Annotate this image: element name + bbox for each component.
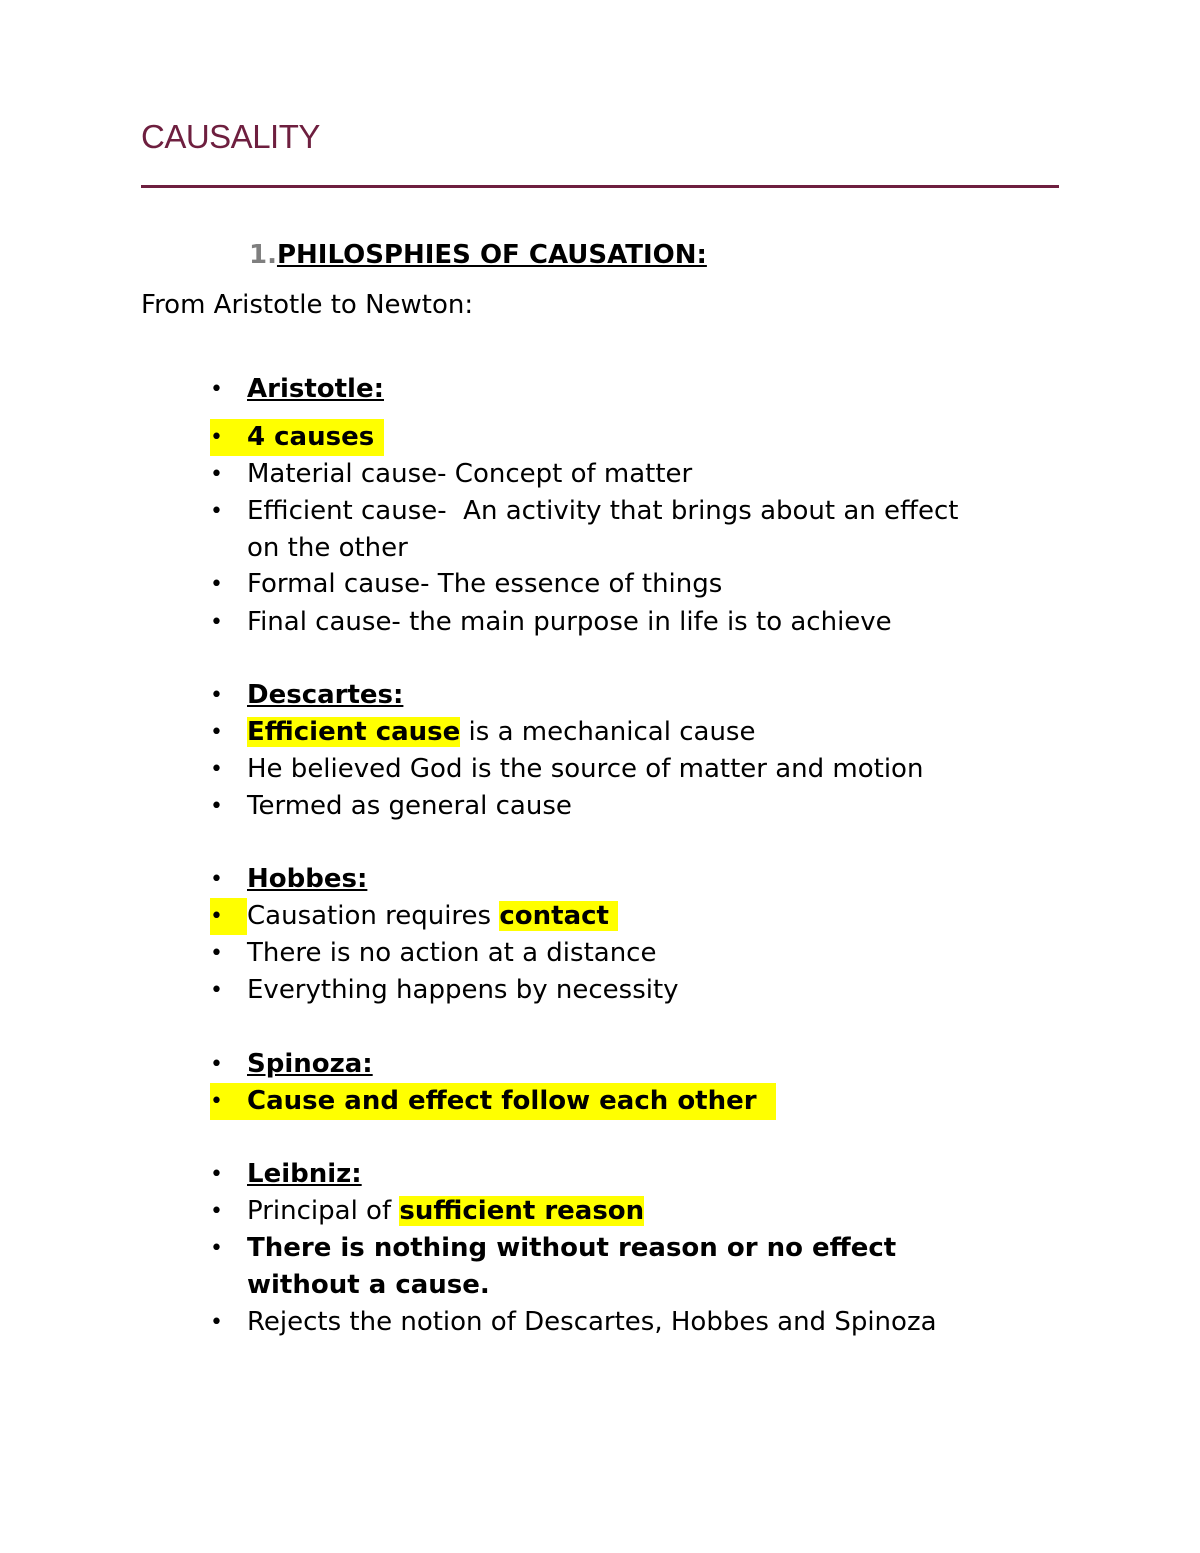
item-text-line: Efficient cause- An activity that brings about an effect: [247, 496, 959, 526]
item-text: [247, 493, 958, 567]
bullet-icon: •: [210, 377, 223, 402]
bullet-icon: •: [210, 1310, 223, 1335]
bullet-icon: •: [210, 1199, 223, 1224]
bullet-icon: •: [210, 499, 223, 524]
item-text: Final cause- the main purpose in life is to achieve: [247, 607, 892, 637]
list-item: [210, 1046, 373, 1083]
item-text: [247, 1230, 896, 1304]
section-title: PHILOSPHIES OF CAUSATION:: [276, 240, 707, 270]
item-text: Rejects the notion of Descartes, Hobbes and Spinoza: [247, 1307, 937, 1337]
bullet-icon: •: [210, 1052, 223, 1077]
bullet-icon: •: [210, 572, 223, 597]
list-item: [210, 1083, 776, 1120]
list-item: [210, 604, 892, 641]
bullet-icon: •: [210, 610, 223, 635]
list-item: [210, 1230, 896, 1304]
list-item: [210, 371, 384, 408]
bullet-icon: •: [210, 898, 247, 935]
bullet-icon: •: [210, 978, 223, 1003]
item-text-line: There is nothing without reason or no effect: [247, 1233, 897, 1263]
item-text-rest: is a mechanical cause: [460, 717, 756, 747]
bullet-icon: •: [210, 867, 223, 892]
bullet-icon: •: [210, 720, 223, 745]
bullet-icon: •: [210, 1236, 223, 1261]
title-divider: [141, 185, 1059, 188]
item-text: [247, 898, 618, 935]
list-item: [210, 1304, 937, 1341]
highlighted-text: 4 causes: [247, 422, 375, 452]
item-text: [247, 714, 755, 751]
list-item: [210, 493, 958, 567]
bullet-icon: •: [210, 1089, 223, 1114]
bullet-icon: •: [210, 757, 223, 782]
item-text: [247, 1193, 644, 1230]
philosopher-heading-aristotle: Aristotle:: [247, 374, 384, 404]
philosopher-heading-hobbes: Hobbes:: [247, 864, 368, 894]
highlighted-text: sufficient reason: [399, 1196, 645, 1226]
intro-text: From Aristotle to Newton:: [141, 290, 474, 320]
item-text: There is no action at a distance: [247, 938, 657, 968]
list-item: [210, 1193, 644, 1230]
item-text: Termed as general cause: [247, 791, 572, 821]
highlighted-text: Efficient cause: [247, 717, 461, 747]
list-item: [210, 935, 656, 972]
list-item: [210, 898, 618, 935]
list-item: [210, 714, 755, 751]
list-item: [210, 751, 923, 788]
philosopher-heading-descartes: Descartes:: [247, 680, 404, 710]
item-text: Formal cause- The essence of things: [247, 569, 723, 599]
list-item: [210, 972, 679, 1009]
item-text: He believed God is the source of matter and motion: [247, 754, 924, 784]
bullet-icon: •: [210, 683, 223, 708]
item-text: Everything happens by necessity: [247, 975, 679, 1005]
list-item: [210, 419, 384, 456]
bullet-icon: •: [210, 1162, 223, 1187]
bullet-icon: •: [210, 425, 223, 450]
item-text-line: without a cause.: [247, 1270, 490, 1300]
section-number: 1.: [249, 240, 277, 270]
list-item: [210, 566, 722, 603]
philosopher-heading-spinoza: Spinoza:: [247, 1049, 373, 1079]
highlighted-text: contact: [499, 901, 619, 931]
list-item: [210, 1156, 362, 1193]
item-text-line: on the other: [247, 533, 408, 563]
section-heading: [249, 240, 707, 270]
item-text: Material cause- Concept of matter: [247, 459, 693, 489]
philosopher-heading-leibniz: Leibniz:: [247, 1159, 362, 1189]
bullet-icon: •: [210, 941, 223, 966]
document-title: CAUSALITY: [141, 118, 320, 155]
list-item: [210, 456, 692, 493]
list-item: [210, 677, 403, 714]
item-text-start: Causation requires: [247, 901, 500, 931]
bullet-icon: •: [210, 462, 223, 487]
list-item: [210, 788, 572, 825]
list-item: [210, 861, 367, 898]
highlighted-text: Cause and effect follow each other: [247, 1086, 766, 1116]
item-text-start: Principal of: [247, 1196, 400, 1226]
bullet-icon: •: [210, 794, 223, 819]
